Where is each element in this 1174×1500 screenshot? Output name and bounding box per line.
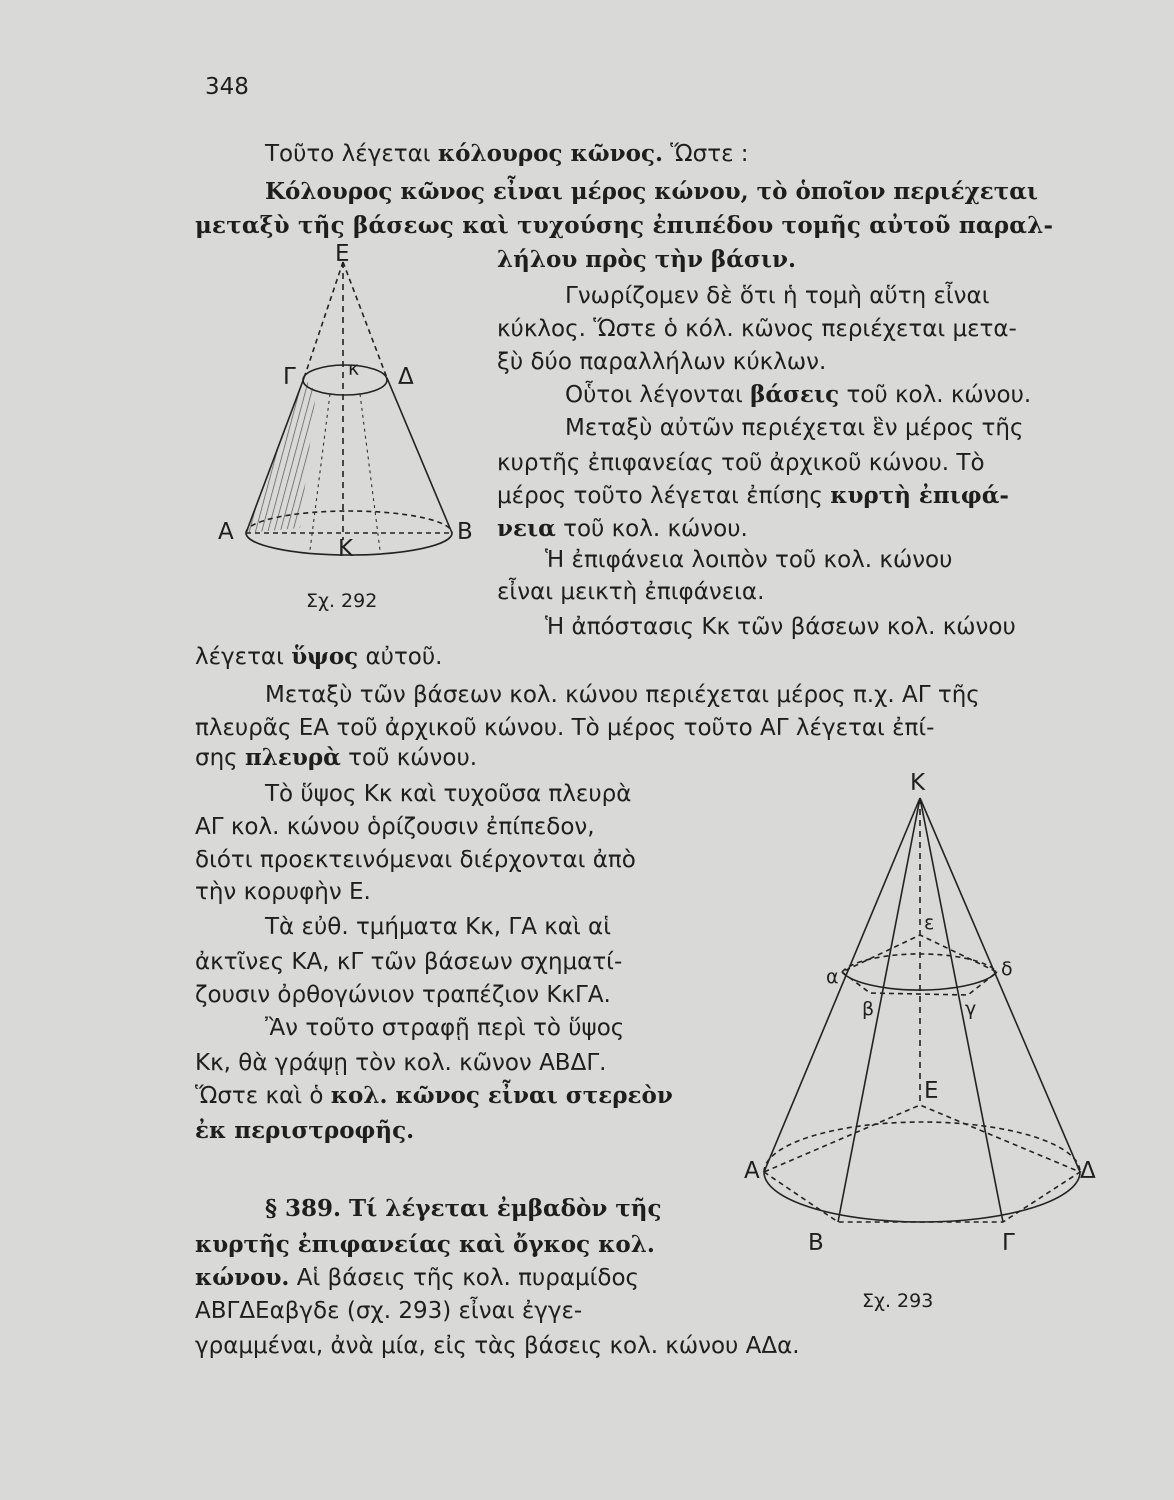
- text-line: ἀκτῖνες ΚΑ, κΓ τῶν βάσεων σχηματί-: [195, 949, 623, 975]
- text-line: ΑΒΓΔΕαβγδε (σχ. 293) εἶναι ἐγγε-: [195, 1298, 583, 1324]
- label-alpha: α: [826, 966, 839, 988]
- text-line: Ἡ ἐπιφάνεια λοιπὸν τοῦ κολ. κώνου: [545, 547, 953, 573]
- label-B-bottom: Β: [808, 1230, 824, 1256]
- label-gamma: Γ: [283, 364, 296, 390]
- text-line: Τοῦτο λέγεται κόλουρος κῶνος. Ὥστε :: [265, 140, 749, 167]
- text-line: Μεταξὺ αὐτῶν περιέχεται ἓν μέρος τῆς: [565, 415, 1024, 441]
- label-E-center: Ε: [924, 1078, 939, 1104]
- section-heading: κυρτῆς ἐπιφανείας καὶ ὄγκος κολ.: [195, 1231, 655, 1258]
- label-G-bottom: Γ: [1002, 1230, 1015, 1256]
- label-gamma-small: γ: [965, 998, 977, 1020]
- text-line: κύκλος. Ὥστε ὁ κόλ. κῶνος περιέχεται μετα-: [497, 316, 1017, 342]
- definition-line: λήλου πρὸς τὴν βάσιν.: [497, 246, 796, 273]
- text-line: Τὸ ὕψος Κκ καὶ τυχοῦσα πλευρὰ: [265, 781, 632, 807]
- label-D-bottom: Δ: [1080, 1158, 1096, 1184]
- label-E: Ε: [335, 241, 350, 267]
- text-line: ἐκ περιστροφῆς.: [195, 1117, 415, 1144]
- text-line: κυρτῆς ἐπιφανείας τοῦ ἀρχικοῦ κώνου. Τὸ: [497, 450, 985, 476]
- text-line: πλευρᾶς ΕΑ τοῦ ἀρχικοῦ κώνου. Τὸ μέρος τοῦτο ΑΓ λέγεται ἐπί-: [195, 715, 935, 741]
- text-line: Ἂν τοῦτο στραφῇ περὶ τὸ ὕψος: [265, 1015, 625, 1041]
- definition-line: μεταξὺ τῆς βάσεως καὶ τυχούσης ἐπιπέδου τομῆς αὐτοῦ παραλ-: [195, 212, 1054, 239]
- label-delta-small: δ: [1001, 958, 1013, 980]
- text-line: ξὺ δύο παραλλήλων κύκλων.: [497, 349, 827, 375]
- text-line: ζουσιν ὀρθογώνιον τραπέζιον ΚκΓΑ.: [195, 982, 611, 1008]
- text-line: σης πλευρὰ τοῦ κώνου.: [195, 744, 478, 771]
- label-delta: Δ: [398, 364, 414, 390]
- page-number: 348: [205, 74, 249, 100]
- definition-line: Κόλουρος κῶνος εἶναι μέρος κώνου, τὸ ὁποῖον περιέχεται: [265, 178, 1039, 205]
- text-line: Κκ, θὰ γράψῃ τὸν κολ. κῶνον ΑΒΔΓ.: [195, 1050, 607, 1076]
- figure-292-caption: Σχ. 292: [306, 590, 378, 612]
- text-line: νεια τοῦ κολ. κώνου.: [497, 515, 748, 542]
- text-line: Γνωρίζομεν δὲ ὅτι ἡ τομὴ αὕτη εἶναι: [565, 283, 990, 309]
- text-line: Ὥστε καὶ ὁ κολ. κῶνος εἶναι στερεὸν: [195, 1082, 673, 1109]
- text-line: εἶναι μεικτὴ ἐπιφάνεια.: [497, 579, 765, 605]
- text-line: Τὰ εὐθ. τμήματα Κκ, ΓΑ καὶ αἱ: [265, 914, 611, 940]
- text-line: Μεταξὺ τῶν βάσεων κολ. κώνου περιέχεται μέρος π.χ. ΑΓ τῆς: [265, 682, 980, 708]
- label-A-bottom: Α: [744, 1158, 760, 1184]
- label-K: Κ: [338, 536, 354, 562]
- label-B: Β: [457, 519, 473, 545]
- label-K-apex: Κ: [910, 770, 926, 796]
- text-line: λέγεται ὕψος αὐτοῦ.: [195, 643, 443, 670]
- text-line: Οὗτοι λέγονται βάσεις τοῦ κολ. κώνου.: [565, 381, 1032, 408]
- section-heading: § 389. Τί λέγεται ἐμβαδὸν τῆς: [265, 1195, 662, 1222]
- label-epsilon: ε: [924, 912, 935, 934]
- text-line: διότι προεκτεινόμεναι διέρχονται ἀπὸ: [195, 847, 636, 873]
- label-beta: β: [862, 998, 875, 1020]
- text-line: μέρος τοῦτο λέγεται ἐπίσης κυρτὴ ἐπιφά-: [497, 482, 1009, 509]
- frustum-pyramid-drawing: [764, 798, 1080, 1222]
- text-line: τὴν κορυφὴν Ε.: [195, 879, 371, 905]
- label-kappa-small: κ: [348, 358, 360, 380]
- text-line: Ἡ ἀπόστασις Κκ τῶν βάσεων κολ. κώνου: [545, 614, 1016, 640]
- figure-293-caption: Σχ. 293: [862, 1290, 934, 1312]
- text-line: ΑΓ κολ. κώνου ὁρίζουσιν ἐπίπεδον,: [195, 814, 595, 840]
- text-line: κώνου. Αἱ βάσεις τῆς κολ. πυραμίδος: [195, 1264, 640, 1291]
- label-A: Α: [218, 519, 234, 545]
- text-line: γραμμέναι, ἀνὰ μία, εἰς τὰς βάσεις κολ. κώνου ΑΔα.: [195, 1333, 800, 1359]
